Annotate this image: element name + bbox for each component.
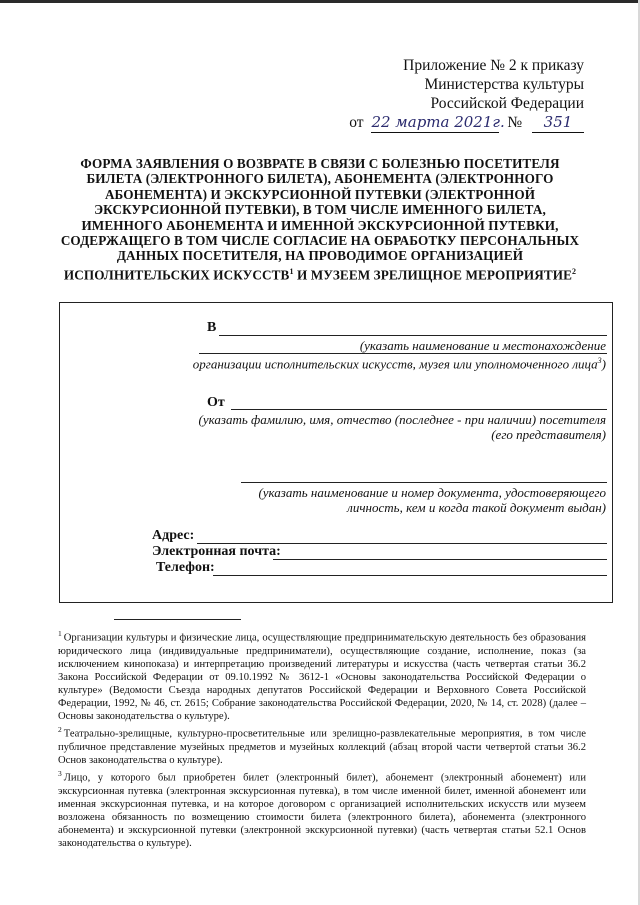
from-label: От bbox=[207, 395, 225, 410]
title-footnote-ref-2: 2 bbox=[572, 266, 577, 276]
footnote-2-number: 2 bbox=[58, 725, 62, 735]
header-line-3: Российской Федерации bbox=[430, 95, 584, 112]
page-top-edge bbox=[0, 0, 640, 3]
doc-hint-line-1: (указать наименование и номер документа, удостоверяющего bbox=[258, 485, 606, 500]
footnote-separator bbox=[114, 619, 241, 620]
handwritten-number: 351 bbox=[532, 113, 584, 133]
address-label: Адрес: bbox=[152, 528, 195, 543]
approval-header bbox=[349, 56, 584, 133]
to-hint-line-1: (указать наименование и местонахождение bbox=[359, 338, 606, 353]
footnote-1 bbox=[58, 627, 586, 723]
footnotes bbox=[58, 627, 586, 850]
header-line-2: Министерства культуры bbox=[424, 76, 584, 93]
form-title-text-end: И МУЗЕЕМ ЗРЕЛИЩНОЕ МЕРОПРИЯТИЕ bbox=[293, 267, 572, 283]
footnote-2 bbox=[58, 723, 586, 767]
footnote-3-text: Лицо, у которого был приобретен билет (электронный билет), абонемент (электронный абонемент) или экскурсионная путевка (электронная экскурсионная путевка), в том числе именной билет, именной абонемент или именная экскурсионная путевка, и на которое договором с организацией исполнительских искусств или музеем возложена обязанность по возмещению стоимости билета (электронного билета), абонемента (электронного абонемента) и экскурсионной путевки (электронной экскурсионной путевки) (часть четвертая статьи 52.1 Основ законодательства о культуре). bbox=[58, 772, 586, 849]
phone-field-line[interactable] bbox=[213, 575, 607, 576]
to-label: В bbox=[207, 320, 217, 335]
handwritten-date: 22 марта 2021г. bbox=[371, 113, 505, 131]
number-label: № bbox=[507, 114, 523, 131]
form-title bbox=[60, 156, 580, 283]
from-label: от bbox=[349, 114, 364, 131]
header-line-1: Приложение № 2 к приказу bbox=[403, 57, 584, 74]
from-hint-line-2: (его представителя) bbox=[491, 427, 606, 442]
footnote-1-text: Организации культуры и физические лица, осуществляющие предпринимательскую деятельность без образования юридического лица (индивидуальные предприниматели), осуществляющие создание, исполнение, показ (за исключением кинопоказа) и интерпретацию произведений литературы и искусства (часть четвертая статьи 36.2 Закона Российской Федерации от 09.10.1992 № 3612-1 «Основы законодательства Российской Федерации о культуре» (Ведомости Съезда народных депутатов Российской Федерации и Верховного Совета Российской Федерации, 1992, № 46, ст. 2615; Собрание законодательства Российской Федерации, 2020, № 14, ст. 2028) (далее – Основы законодательства о культуре). bbox=[58, 632, 586, 723]
from-field-line[interactable] bbox=[231, 409, 607, 410]
to-field-line-2[interactable] bbox=[199, 353, 607, 354]
email-field-line[interactable] bbox=[273, 559, 607, 560]
form-title-text: ФОРМА ЗАЯВЛЕНИЯ О ВОЗВРАТЕ В СВЯЗИ С БОЛЕЗНЬЮ ПОСЕТИТЕЛЯ БИЛЕТА (ЭЛЕКТРОННОГО БИЛЕТА), АБОНЕМЕНТА (ЭЛЕКТРОННОГО АБОНЕМЕНТА) И ЭКСКУРСИОННОЙ ПУТЕВКИ (ЭЛЕКТРОННОЙ ЭКСКУРСИОННОЙ ПУТЕВКИ), В ТОМ ЧИСЛЕ ИМЕННОГО БИЛЕТА, ИМЕННОГО АБОНЕМЕНТА И ИМЕННОЙ ЭКСКУРСИОННОЙ ПУТЕВКИ, СОДЕРЖАЩЕГО В ТОМ ЧИСЛЕ СОГЛАСИЕ НА ОБРАБОТКУ ПЕРСОНАЛЬНЫХ ДАННЫХ ПОСЕТИТЕЛЯ, НА ПРОВОДИМОЕ ОРГАНИЗАЦИЕЙ ИСПОЛНИТЕЛЬСКИХ ИСКУССТВ bbox=[60, 156, 580, 283]
id-document-field-line[interactable] bbox=[241, 482, 607, 483]
footnote-2-text: Театрально-зрелищные, культурно-просветительные или зрелищно-развлекательные мероприятия, в том числе публичное представление музейных предметов и музейных коллекций (абзац второй части четвертой статьи 36.2 Основ законодательства о культуре). bbox=[58, 728, 586, 766]
doc-hint-line-2: личность, кем и когда такой документ выдан) bbox=[347, 500, 606, 515]
to-hint-line-2: организации исполнительских искусств, музея или уполномоченного лица$^3$) bbox=[192, 356, 606, 372]
to-hint-footnote-ref: 3 bbox=[597, 356, 602, 365]
order-date-number-row bbox=[349, 113, 584, 133]
footnote-3-number: 3 bbox=[58, 769, 62, 778]
footnote-1-number: 1 bbox=[58, 629, 62, 638]
email-label: Электронная почта: bbox=[152, 544, 281, 559]
application-form-box bbox=[59, 302, 613, 603]
to-field-line[interactable] bbox=[219, 335, 607, 336]
footnote-3 bbox=[58, 767, 586, 850]
from-hint-line-1: (указать фамилию, имя, отчество (последнее - при наличии) посетителя bbox=[198, 412, 606, 427]
title-footnote-ref-1: 1 bbox=[289, 266, 294, 276]
phone-label: Телефон: bbox=[156, 560, 215, 575]
